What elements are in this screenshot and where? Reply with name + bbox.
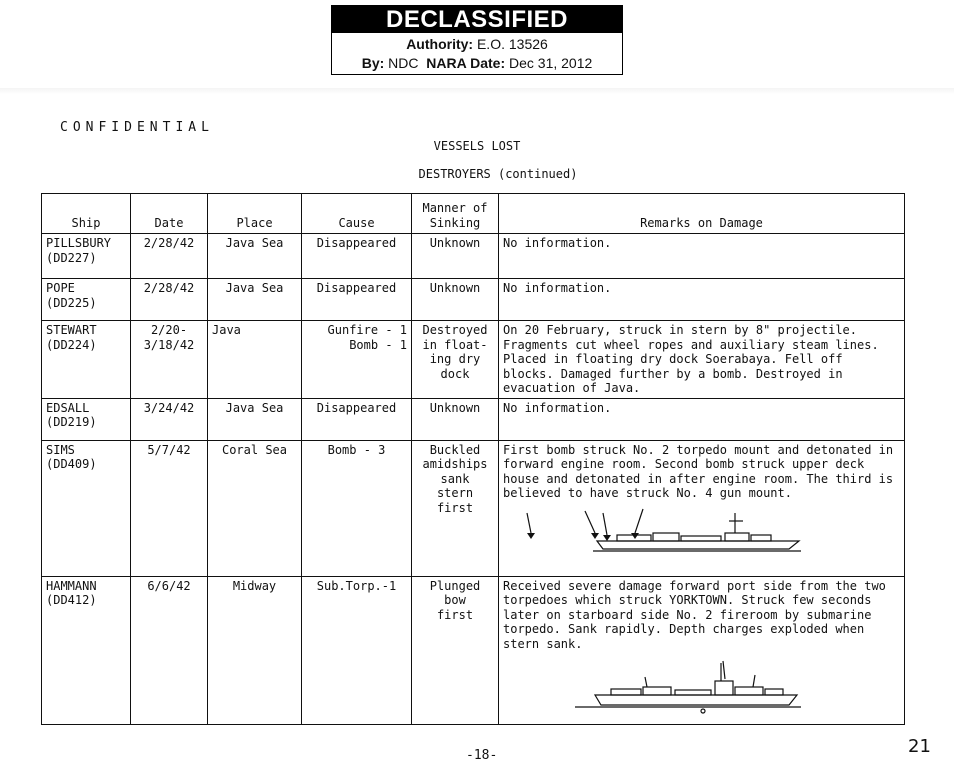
classification-label: CONFIDENTIAL [60,120,214,135]
remarks-text: First bomb struck No. 2 torpedo mount and detonated in forward engine room. Second bomb struck upper deck house and detonated in after engine room. The third is believed to have struck No. 4 gun mount. [503,442,894,500]
place-cell: Java Sea [208,398,302,440]
ship-cell: PILLSBURY (DD227) [42,234,131,279]
remarks-cell: No information. [499,234,905,279]
cause-cell: Disappeared [302,234,412,279]
sheet-number: 21 [908,736,931,757]
cause-cell: Disappeared [302,398,412,440]
date-cell: 3/24/42 [131,398,208,440]
manner-cell: Plunged bow first [412,576,499,724]
ship-cell: EDSALL (DD219) [42,398,131,440]
place-cell: Midway [208,576,302,724]
remarks-cell [499,576,905,724]
stamp-by-date: By: NDC NARA Date: Dec 31, 2012 [361,55,593,71]
declassified-stamp [331,5,623,75]
table-header-row [42,194,905,234]
remarks-cell: No information. [499,279,905,321]
remarks-text: Received severe damage forward port side from the two torpedoes which struck YORKTOWN. Struck few seconds later on starboard side No. 2 fireroom by submarine torpedo. Sank rapidly. Depth charges exploded when stern sank. [503,578,886,651]
manner-cell: Buckled amidships sank stern first [412,440,499,576]
page-number: -18- [466,748,498,763]
cause-cell: Gunfire - 1 Bomb - 1 [302,321,412,399]
cause-cell: Bomb - 3 [302,440,412,576]
date-cell: 2/28/42 [131,234,208,279]
cause-cell: Sub.Torp.-1 [302,576,412,724]
table-row [42,398,905,440]
remarks-cell [499,440,905,576]
table-row [42,576,905,724]
document-subtitle: DESTROYERS (continued) [418,167,578,181]
table-row [42,279,905,321]
col-header-place: Place [208,194,302,234]
remarks-cell: No information. [499,398,905,440]
stamp-authority: Authority: E.O. 13526 [406,36,548,52]
manner-cell: Unknown [412,279,499,321]
table-row [42,440,905,576]
ship-damage-diagram-hammann [503,657,803,715]
table-row [42,321,905,399]
remarks-cell: On 20 February, struck in stern by 8" projectile. Fragments cut wheel ropes and auxiliary steam lines. Placed in floating dry dock Soerabaya. Fell off blocks. Damaged further by a bomb. Destroyed in evacuation of Java. [499,321,905,399]
manner-cell: Unknown [412,398,499,440]
ship-cell: STEWART (DD224) [42,321,131,399]
ship-cell: POPE (DD225) [42,279,131,321]
col-header-remarks: Remarks on Damage [499,194,905,234]
scan-artifact [0,88,954,94]
date-cell: 2/20- 3/18/42 [131,321,208,399]
cause-cell: Disappeared [302,279,412,321]
place-cell: Java Sea [208,279,302,321]
place-cell: Java Sea [208,234,302,279]
ship-cell: SIMS (DD409) [42,440,131,576]
place-cell: Java [208,321,302,399]
col-header-cause: Cause [302,194,412,234]
stamp-heading: DECLASSIFIED [332,6,622,33]
ship-damage-diagram-sims [503,507,803,559]
col-header-ship: Ship [42,194,131,234]
col-header-manner: Manner of Sinking [412,194,499,234]
manner-cell: Unknown [412,234,499,279]
manner-cell: Destroyed in float- ing dry dock [412,321,499,399]
date-cell: 5/7/42 [131,440,208,576]
place-cell: Coral Sea [208,440,302,576]
ship-cell: HAMMANN (DD412) [42,576,131,724]
vessels-lost-table [41,193,905,725]
date-cell: 2/28/42 [131,279,208,321]
document-title: VESSELS LOST [433,139,521,153]
date-cell: 6/6/42 [131,576,208,724]
col-header-date: Date [131,194,208,234]
table-row [42,234,905,279]
